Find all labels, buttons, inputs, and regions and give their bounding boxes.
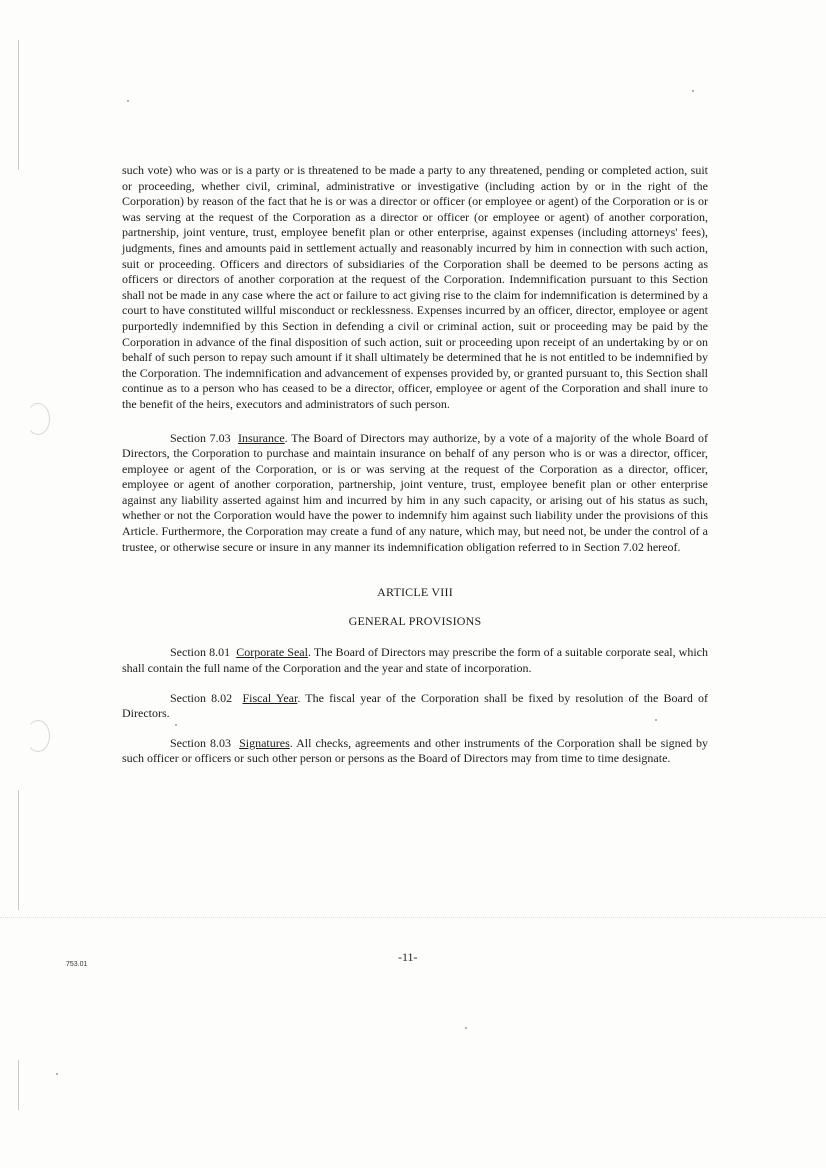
- section-title: Signatures: [239, 735, 290, 750]
- paragraph-section-8-02: [122, 691, 708, 722]
- scan-noise-dot: [465, 1027, 467, 1029]
- article-subheading: GENERAL PROVISIONS: [348, 613, 482, 628]
- section-body: . The Board of Directors may prescribe the form of a suitable corporate seal, which shall contain the full name of the Corporation and the year and state of incorporation.: [122, 645, 709, 676]
- scan-noise-dot: [692, 90, 694, 92]
- scan-edge-line: [18, 40, 19, 170]
- paragraph-section-8-03: [122, 736, 708, 767]
- section-body: . The Board of Directors may authorize, by a vote of a majority of the whole Board of Directors, the Corporation to purchase and maintain insurance on behalf of any person who is or was a director, officer, employee or agent of the Corporation, or is or was serving at the request of the Corporation as a director, officer, employee or agent of another corporation, partnership, joint venture, trust, employee benefit plan or other enterprise against any liability asserted against him and incurred by him in any such capacity, or arising out of his status as such, whether or not the Corporation would have the power to indemnify him against such liability under the provisions of this Article. Furthermore, the Corporation may create a fund of any nature, which may, but need not, be under the control of a trustee, or otherwise secure or insure in any manner its indemnification obligation referred to in Section 7.02 hereof.: [122, 430, 709, 554]
- punch-hole-mark: [26, 720, 50, 752]
- section-title: Corporate Seal: [236, 645, 308, 660]
- section-number: Section 8.01: [170, 645, 231, 660]
- section-number: Section 8.03: [170, 735, 232, 750]
- section-title: Insurance: [238, 430, 285, 445]
- scan-edge-line: [18, 1060, 19, 1110]
- page-number: -11-: [398, 950, 418, 964]
- section-number: Section 7.03: [170, 430, 231, 445]
- scan-noise-dot: [127, 100, 129, 102]
- section-body: . The fiscal year of the Corporation shall be fixed by resolution of the Board of Directors.: [122, 690, 709, 721]
- document-body: [122, 163, 708, 767]
- paragraph-indemnification-continuation: such vote) who was or is a party or is threatened to be made a party to any threatened, pending or completed action, suit or proceeding, whether civil, criminal, administrative or investigative (including action by or in the right of the Corporation) by reason of the fact that he is or was a director or officer (or employee or agent) of the Corporation or is or was serving at the request of the Corporation as a director or officer (or employee or agent) of another corporation, partnership, joint venture, trust, employee benefit plan or other enterprise, against expenses (including attorneys' fees), judgments, fines and amounts paid in settlement actually and reasonably incurred by him in connection with such action, suit or proceeding. Officers and directors of subsidiaries of the Corporation shall be deemed to be persons acting as officers or directors of another corporation at the request of the Corporation. Indemnification pursuant to this Section shall not be made in any case where the act or failure to act giving rise to the claim for indemnification is determined by a court to have constituted willful misconduct or recklessness. Expenses incurred by an officer, director, employee or agent purportedly indemnified by this Section in defending a civil or criminal action, suit or proceeding may be paid by the Corporation in advance of the final disposition of such action, suit or proceeding upon receipt of an undertaking by or on behalf of such person to repay such amount if it shall ultimately be determined that he is not entitled to be indemnified by the Corporation. The indemnification and advancement of expenses provided by, or granted pursuant to, this Section shall continue as to a person who has ceased to be a director, officer, employee or agent of the Corporation and shall inure to the benefit of the heirs, executors and administrators of such person.: [122, 163, 708, 411]
- punch-hole-mark: [26, 403, 50, 435]
- footer-document-code: 753.01: [66, 961, 88, 968]
- paragraph-section-7-03: [122, 431, 708, 556]
- section-number: Section 8.02: [170, 690, 233, 705]
- paragraph-section-8-01: [122, 645, 708, 676]
- section-body: . All checks, agreements and other instruments of the Corporation shall be signed by such officer or officers or such other person or persons as the Board of Directors may from time to time designate.: [122, 735, 709, 766]
- section-title: Fiscal Year: [242, 690, 298, 705]
- scan-edge-line: [18, 790, 19, 910]
- scan-noise-rule: [0, 917, 826, 918]
- article-heading: ARTICLE VIII: [377, 585, 453, 600]
- scan-noise-dot: [56, 1073, 58, 1075]
